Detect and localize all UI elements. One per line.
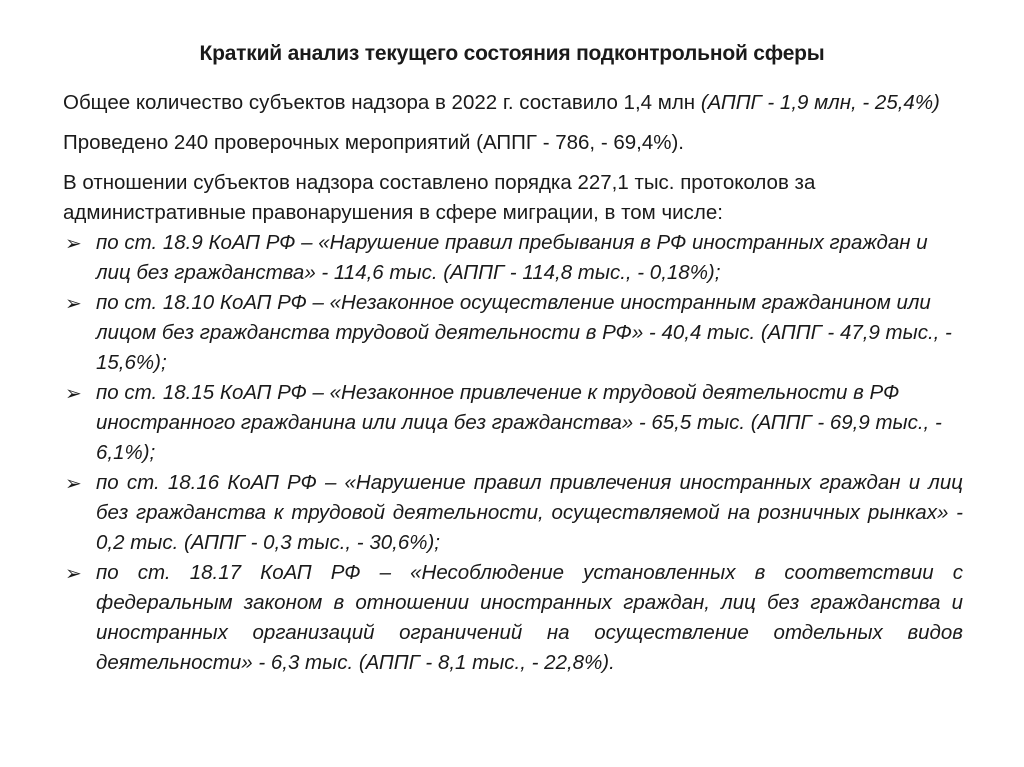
list-item-text: по ст. 18.10 КоАП РФ – «Незаконное осуществление иностранным гражданином или лицом без гражданства трудовой деятельности в РФ» - 40,4 тыс. (АППГ - 47,9 тыс., - 15,6%); [96, 291, 952, 374]
paragraph-subjects-count-comparison: (АППГ - 1,9 млн, - 25,4%) [700, 91, 940, 114]
list-item-text: по ст. 18.16 КоАП РФ – «Нарушение правил привлечения иностранных граждан и лиц без гражданства к трудовой деятельности, осуществляемой на розничных рынках» - 0,2 тыс. (АППГ - 0,3 тыс., - 30,6%); [96, 471, 963, 554]
paragraph-inspections: Проведено 240 проверочных мероприятий (АППГ - 786, - 69,4%). [63, 131, 684, 154]
list-item-18-15 [63, 378, 963, 468]
violations-list [63, 228, 963, 678]
paragraph-subjects-count-main: Общее количество субъектов надзора в 2022 г. составило 1,4 млн [63, 91, 701, 114]
list-item-text: по ст. 18.17 КоАП РФ – «Несоблюдение установленных в соответствии с федеральным законом в отношении иностранных граждан, лиц без гражданства и иностранных организаций ограничений на осуществление отдельных видов деятельности» - 6,3 тыс. (АППГ - 8,1 тыс., - 22,8%). [96, 561, 963, 674]
arrow-bullet-icon: ➢ [65, 291, 82, 315]
arrow-bullet-icon: ➢ [65, 381, 82, 405]
list-item-18-9 [63, 228, 963, 288]
list-item-18-10 [63, 288, 963, 378]
arrow-bullet-icon: ➢ [65, 231, 82, 255]
arrow-bullet-icon: ➢ [65, 471, 82, 495]
paragraph-protocols: В отношении субъектов надзора составлено порядка 227,1 тыс. протоколов за административные правонарушения в сфере миграции, в том числе: [63, 171, 816, 224]
slide-title: Краткий анализ текущего состояния подконтрольной сферы [199, 42, 825, 65]
arrow-bullet-icon: ➢ [65, 561, 82, 585]
list-item-text: по ст. 18.9 КоАП РФ – «Нарушение правил пребывания в РФ иностранных граждан и лиц без гражданства» - 114,6 тыс. (АППГ - 114,8 тыс., - 0,18%); [96, 231, 928, 284]
list-item-18-16 [63, 468, 963, 558]
paragraph-subjects-count [63, 88, 963, 118]
list-item-text: по ст. 18.15 КоАП РФ – «Незаконное привлечение к трудовой деятельности в РФ иностранного гражданина или лица без гражданства» - 65,5 тыс. (АППГ - 69,9 тыс., - 6,1%); [96, 381, 942, 464]
list-item-18-17 [63, 558, 963, 678]
slide-content [63, 88, 963, 678]
